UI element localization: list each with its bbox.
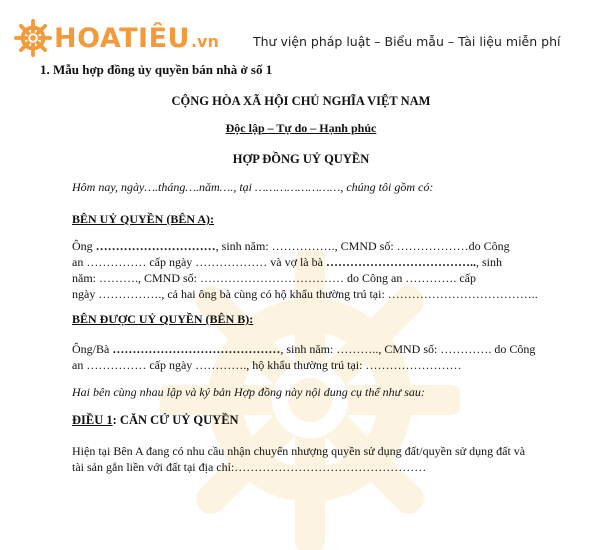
party-a-line-1-prefix: Ông — [72, 239, 96, 253]
party-a-line-1 — [72, 238, 552, 254]
party-a-line-2 — [72, 254, 552, 270]
party-a-spouse-blank: ……………………………….. — [325, 255, 476, 269]
party-b-line-1 — [72, 341, 552, 357]
party-a-line-1-rest: , sinh năm: ……………., CMND số: ………………do Công — [215, 239, 510, 253]
party-b-heading: BÊN ĐƯỢC UỶ QUYỀN (BÊN B): — [72, 312, 254, 326]
intro-line: Hôm nay, ngày….tháng….năm…., tại ……………………, chúng tôi gồm có: — [72, 180, 434, 194]
agreement-line: Hai bên cùng nhau lập và ký bản Hợp đồng này nội dung cụ thể như sau: — [72, 385, 425, 399]
party-a-line-2-rest: , sinh — [475, 255, 502, 269]
article-1-body — [72, 443, 552, 475]
party-b-details — [72, 341, 552, 373]
brand-suffix: .vn — [190, 31, 219, 51]
party-a-name-blank: ………………………… — [95, 239, 216, 253]
article-1-heading — [72, 412, 239, 428]
party-a-details — [72, 238, 552, 302]
party-b-name-blank: …………………………………… — [112, 342, 281, 356]
party-b-line-1-prefix: Ông/Bà — [72, 342, 113, 356]
article-1-line-1: Hiện tại Bên A đang có nhu cầu nhận chuyển nhượng quyền sử dụng đất/quyền sử dụng đất và — [72, 444, 526, 458]
article-1-line-2: tài sản gắn liền với đất tại địa chỉ:………………………………………… — [72, 460, 427, 474]
party-a-heading: BÊN UỶ QUYỀN (BÊN A): — [72, 212, 215, 226]
party-a-line-4: ngày ……………., cả hai ông bà cùng có hộ khẩu thường trú tại: ……………………………….. — [72, 287, 538, 301]
site-tagline: Thư viện pháp luật – Biểu mẫu – Tài liệu miễn phí — [253, 34, 561, 49]
brand-name: HOATIÊU — [54, 22, 190, 54]
section-title: 1. Mẫu hợp đồng ủy quyền bán nhà ở số 1 — [40, 62, 273, 77]
party-b-line-2: an …………… cấp ngày …………., hộ khẩu thường trú tại: …………………… — [72, 358, 462, 372]
contract-title: HỢP ĐỒNG UỶ QUYỀN — [232, 152, 370, 166]
party-a-line-3: năm: ………., CMND số: ……………………………… do Công an …………. cấp — [72, 271, 476, 285]
article-1-label: ĐIỀU 1 — [72, 413, 113, 427]
party-a-line-2-prefix: an …………… cấp ngày ……………… và vợ là bà — [72, 255, 326, 269]
party-b-line-1-rest: , sinh năm: ……….., CMND số: …………. do Công — [280, 342, 536, 356]
country-name: CỘNG HÒA XÃ HỘI CHỦ NGHĨA VIỆT NAM — [171, 94, 431, 108]
national-motto: Độc lập – Tự do – Hạnh phúc — [225, 121, 377, 135]
article-1-title: : CĂN CỨ UỶ QUYỀN — [112, 413, 239, 427]
